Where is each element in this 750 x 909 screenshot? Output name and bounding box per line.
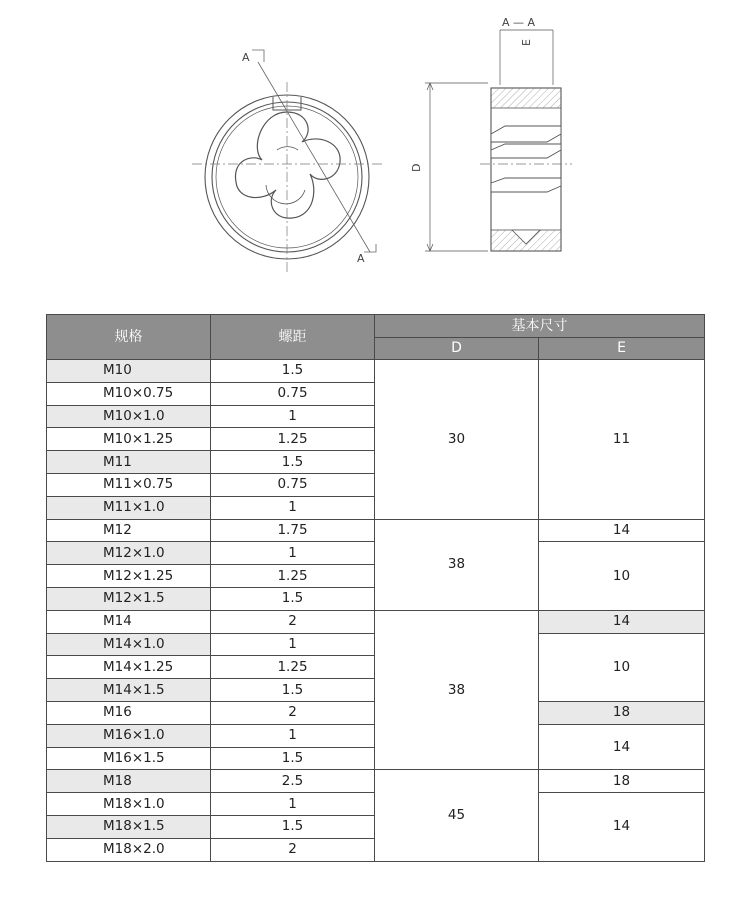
spec-cell: M11×1.0 [47,496,211,519]
spec-cell: M16×1.0 [47,724,211,747]
dimension-e [500,30,553,85]
spec-cell: M10×0.75 [47,382,211,405]
pitch-cell: 1.25 [211,428,375,451]
pitch-cell: 1.25 [211,565,375,588]
d-cell: 30 [375,360,539,520]
section-mark-top: A [242,51,250,64]
spec-cell: M12×1.0 [47,542,211,565]
spec-cell: M14×1.0 [47,633,211,656]
section-mark-bottom: A [357,252,365,265]
spec-cell: M12 [47,519,211,542]
pitch-cell: 1 [211,542,375,565]
pitch-cell: 2 [211,701,375,724]
table-row [47,519,705,542]
spec-cell: M18×1.0 [47,793,211,816]
pitch-cell: 1.5 [211,587,375,610]
pitch-cell: 1.25 [211,656,375,679]
spec-cell: M18×1.5 [47,815,211,838]
e-cell: 18 [539,701,705,724]
header-e: E [539,338,705,360]
header-spec: 规格 [47,315,211,360]
pitch-cell: 0.75 [211,382,375,405]
pitch-cell: 1.5 [211,451,375,474]
spec-cell: M11 [47,451,211,474]
pitch-cell: 1.5 [211,747,375,770]
e-cell: 11 [539,360,705,520]
pitch-cell: 2.5 [211,770,375,793]
e-cell: 14 [539,724,705,770]
spec-cell: M18×2.0 [47,838,211,861]
pitch-cell: 1.75 [211,519,375,542]
dimension-d [425,83,488,251]
pitch-cell: 0.75 [211,473,375,496]
table-row [47,770,705,793]
header-pitch: 螺距 [211,315,375,360]
table-row [47,610,705,633]
dim-d-label: D [410,163,423,172]
d-cell: 38 [375,519,539,610]
e-cell: 10 [539,633,705,701]
spec-table [46,314,705,862]
pitch-cell: 1 [211,496,375,519]
d-cell: 45 [375,770,539,861]
section-label: A — A [502,16,536,29]
pitch-cell: 1.5 [211,360,375,383]
spec-cell: M18 [47,770,211,793]
technical-drawing [0,0,750,300]
spec-cell: M10×1.0 [47,405,211,428]
pitch-cell: 1 [211,793,375,816]
pitch-cell: 1 [211,633,375,656]
e-cell: 14 [539,519,705,542]
spec-cell: M14×1.25 [47,656,211,679]
pitch-cell: 1.5 [211,679,375,702]
spec-cell: M12×1.25 [47,565,211,588]
pitch-cell: 2 [211,838,375,861]
table-row [47,360,705,383]
spec-cell: M16 [47,701,211,724]
pitch-cell: 2 [211,610,375,633]
pitch-cell: 1 [211,405,375,428]
spec-cell: M14×1.5 [47,679,211,702]
header-basic-dimensions: 基本尺寸 [375,315,705,338]
e-cell: 14 [539,610,705,633]
spec-cell: M12×1.5 [47,587,211,610]
pitch-cell: 1.5 [211,815,375,838]
spec-cell: M11×0.75 [47,473,211,496]
pitch-cell: 1 [211,724,375,747]
e-cell: 14 [539,793,705,861]
spec-cell: M14 [47,610,211,633]
e-cell: 10 [539,542,705,610]
spec-cell: M10 [47,360,211,383]
d-cell: 38 [375,610,539,770]
spec-cell: M10×1.25 [47,428,211,451]
spec-cell: M16×1.5 [47,747,211,770]
dim-e-label: E [520,39,533,46]
die-section-view [480,88,572,251]
e-cell: 18 [539,770,705,793]
header-d: D [375,338,539,360]
